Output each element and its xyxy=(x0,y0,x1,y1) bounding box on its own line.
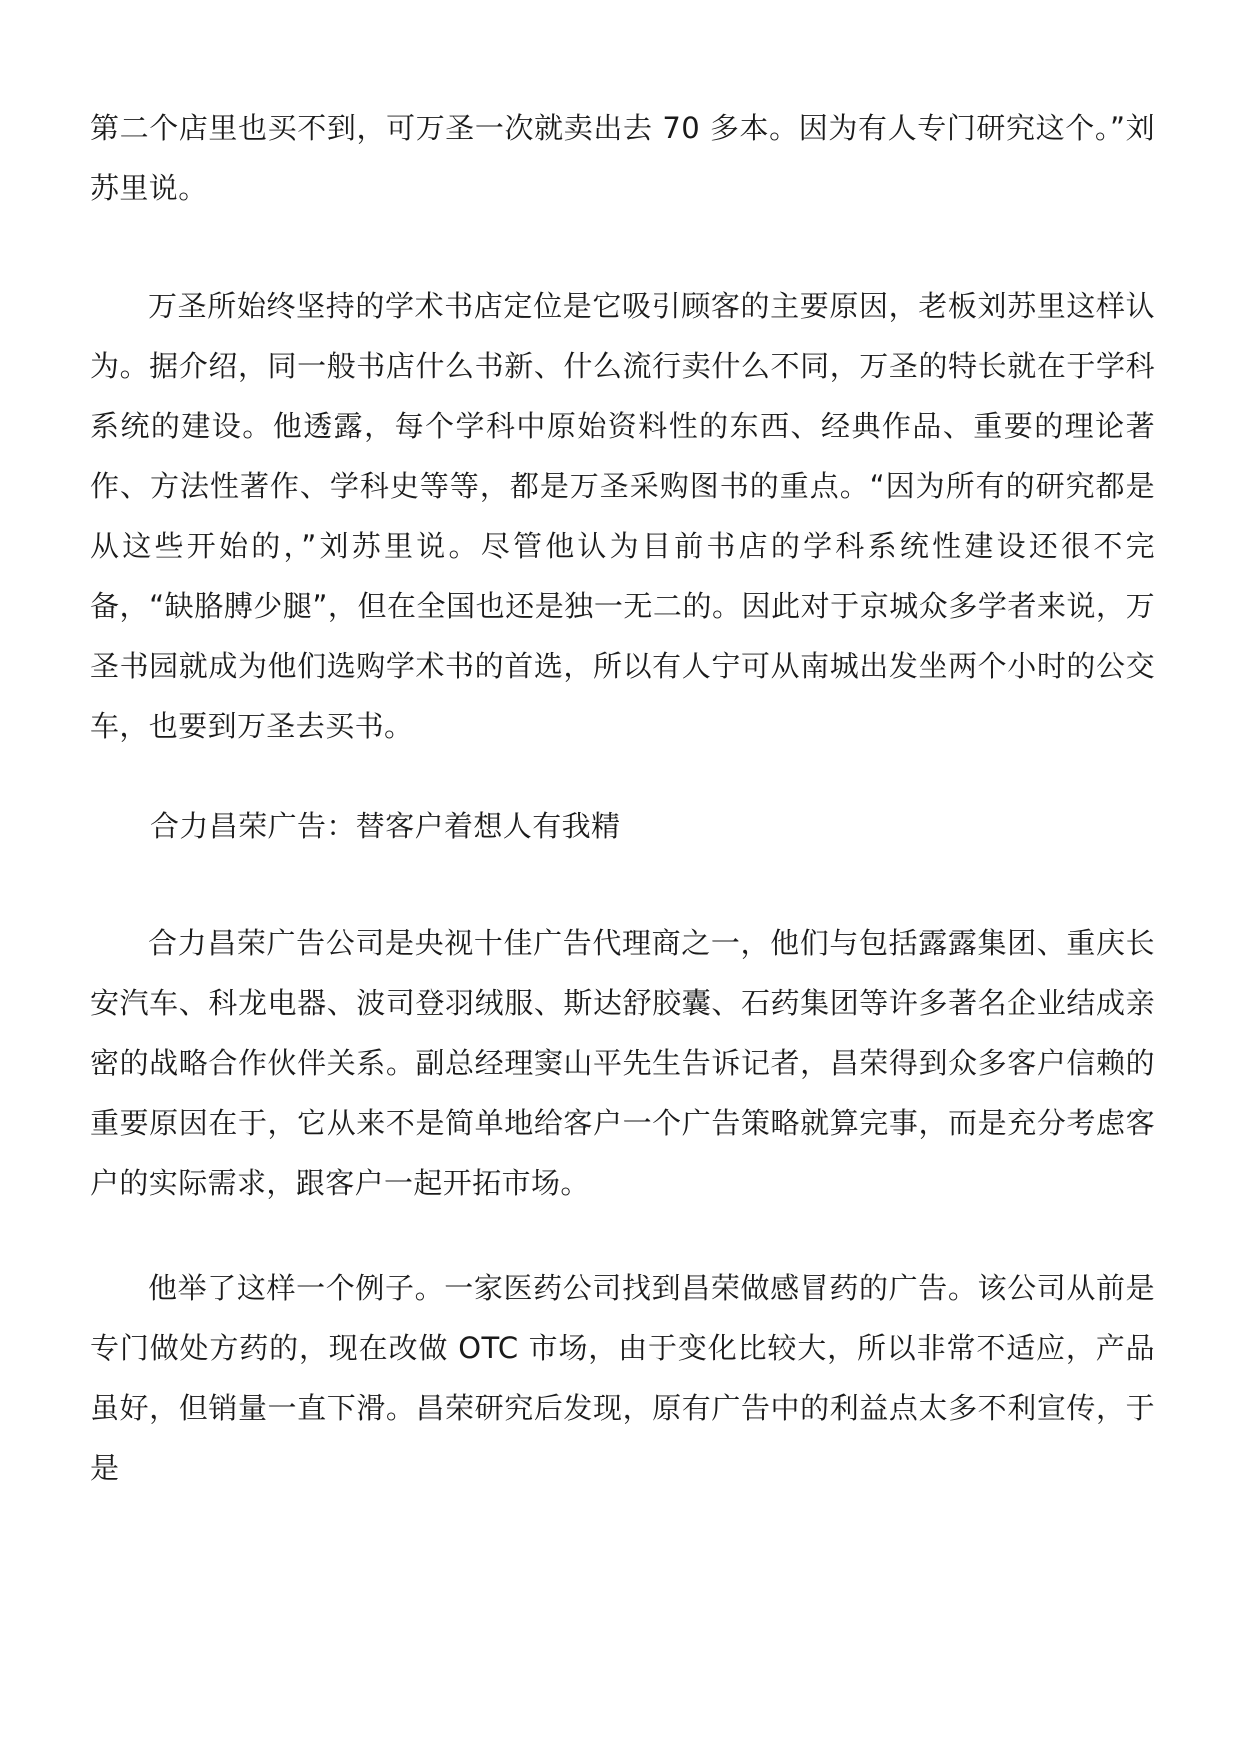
paragraph-text: 万圣所始终坚持的学术书店定位是它吸引顾客的主要原因，老板刘苏里这样认为。据介绍，同一般书店什么书新、什么流行卖什么不同，万圣的特长就在于学科系统的建设。他透露，每个学科中原始资料性的东西、经典作品、重要的理论著作、方法性著作、学科史等等，都是万圣采购图书的重点。“因为所有的研究都是从这些开始的，”刘苏里说。尽管他认为目前书店的学科系统性建设还很不完备，“缺胳膊少腿”，但在全国也还是独一无二的。因此对于京城众多学者来说，万圣书园就成为他们选购学术书的首选，所以有人宁可从南城出发坐两个小时的公交车，也要到万圣去买书。 xyxy=(90,289,1155,743)
paragraph-continuation xyxy=(90,98,1155,218)
paragraph-text: 合力昌荣广告公司是央视十佳广告代理商之一，他们与包括露露集团、重庆长安汽车、科龙电器、波司登羽绒服、斯达舒胶囊、石药集团等许多著名企业结成亲密的战略合作伙伴关系。副总经理窦山平先生告诉记者，昌荣得到众多客户信赖的重要原因在于，它从来不是简单地给客户一个广告策略就算完事，而是充分考虑客户的实际需求，跟客户一起开拓市场。 xyxy=(90,926,1155,1200)
section-heading: 合力昌荣广告：替客户着想人有我精 xyxy=(150,809,621,843)
paragraph-changrong-intro xyxy=(90,913,1155,1213)
paragraph-text: 他举了这样一个例子。一家医药公司找到昌荣做感冒药的广告。该公司从前是专门做处方药的，现在改做 OTC 市场，由于变化比较大，所以非常不适应，产品虽好，但销量一直下滑。昌荣研究后发现，原有广告中的利益点太多不利宣传，于是 xyxy=(90,1271,1155,1485)
paragraph-example xyxy=(90,1258,1155,1498)
paragraph-text: 第二个店里也买不到，可万圣一次就卖出去 70 多本。因为有人专门研究这个。”刘苏里说。 xyxy=(90,111,1155,205)
paragraph-wansheng-positioning xyxy=(90,276,1155,756)
